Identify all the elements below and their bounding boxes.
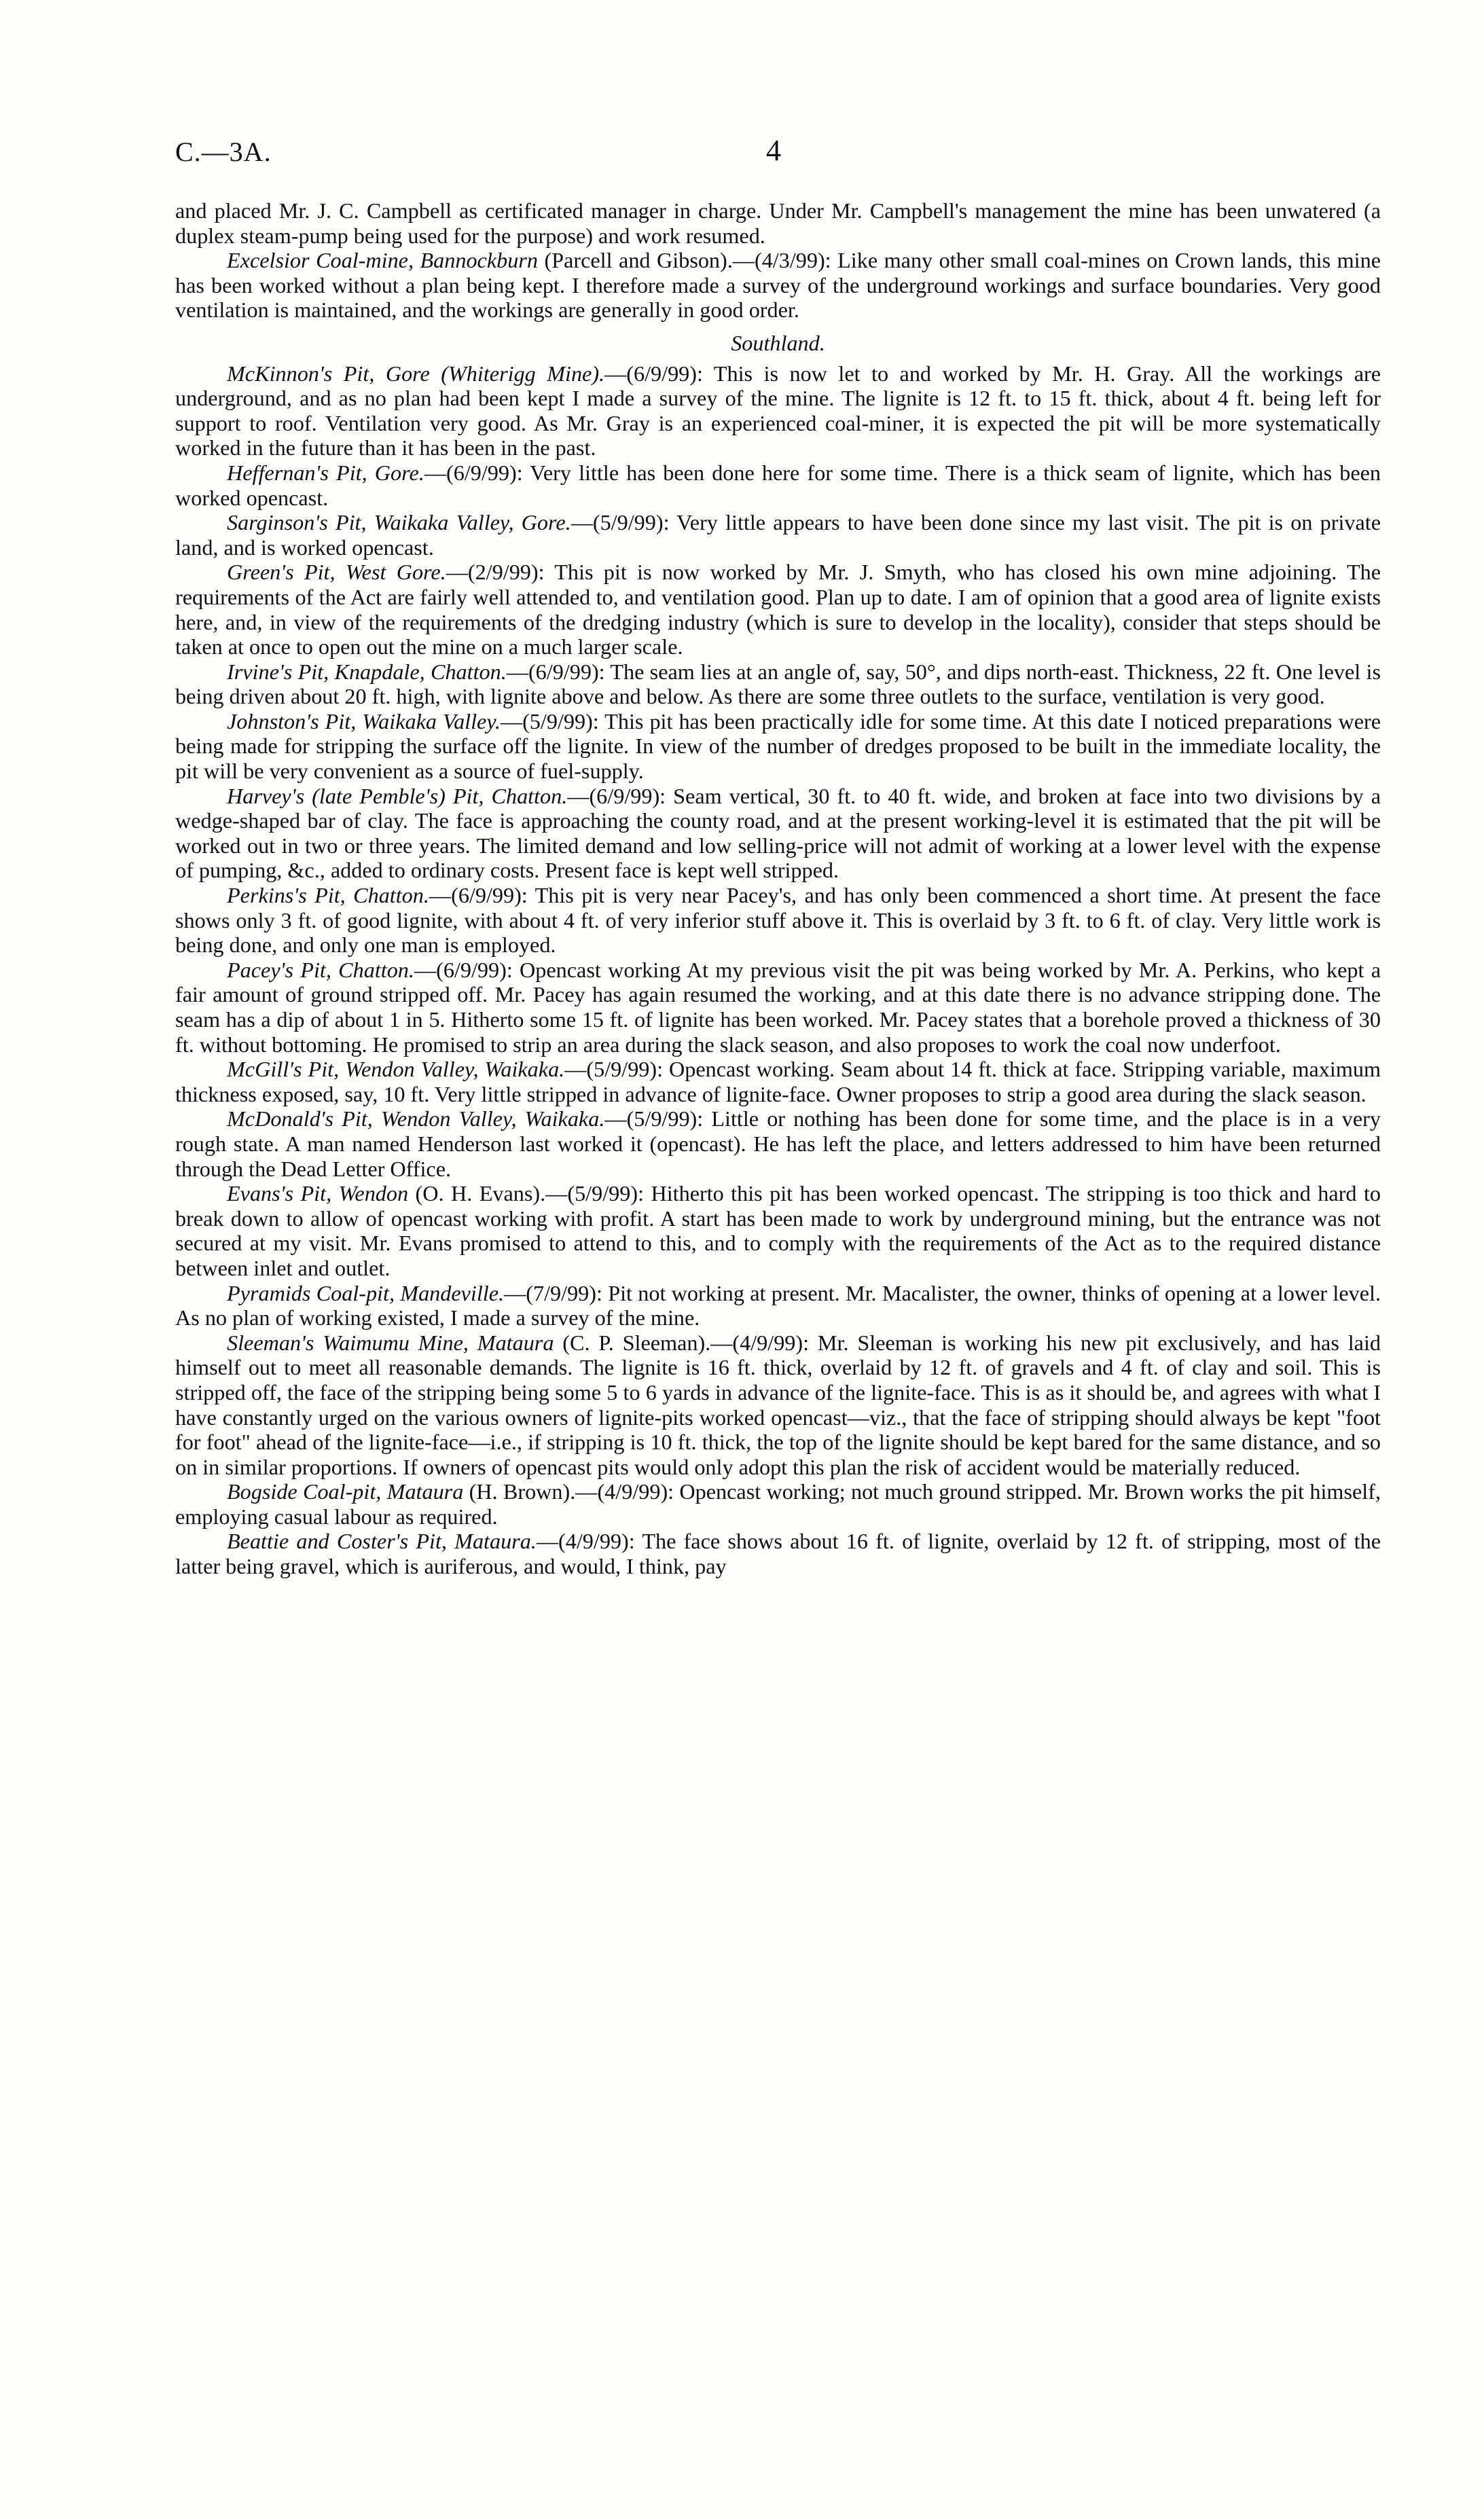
entry-text: —(6/9/99): This is now let to and worked by Mr. H. Gray. All the workings are underground, and as no plan had been kept I made a survey of the mine. The lignite is 12 ft. to 15 ft. thick, about 4 ft. being left for support to roof. Ventilation very good. As Mr. Gray is an experienced coal-miner, it is expected the pit will be more systematically worked in the future than it has been in the past.: [175, 361, 1381, 460]
report-reference: C.—3A.: [175, 137, 272, 167]
paragraph-entry: [175, 958, 1381, 1057]
entry-text: —(4/9/99): The face shows about 16 ft. of lignite, overlaid by 12 ft. of stripping, most of the latter being gravel, which is auriferous, and would, I think, pay: [175, 1529, 1381, 1579]
document-body: [175, 198, 1381, 1579]
paragraph-entry: [175, 361, 1381, 460]
entry-title: Sarginson's Pit, Waikaka Valley, Gore.: [227, 510, 571, 535]
paragraph-entry: [175, 1057, 1381, 1106]
page-number: 4: [766, 134, 781, 167]
entry-title: Bogside Coal-pit, Mataura: [227, 1479, 464, 1504]
paragraph-entry: [175, 709, 1381, 784]
entry-title: Irvine's Pit, Knapdale, Chatton.: [227, 659, 507, 684]
entry-title: Johnston's Pit, Waikaka Valley.: [227, 708, 501, 733]
paragraph-entry: [175, 1281, 1381, 1330]
paragraph-entry: [175, 460, 1381, 510]
entry-text: —(6/9/99): Opencast working At my previous visit the pit was being worked by Mr. A. Perkins, who kept a fair amount of ground stripped off. Mr. Pacey has again resumed the working, and at this date there is no advance stripping done. The seam has a dip of about 1 in 5. Hitherto some 15 ft. of lignite has been worked. Mr. Pacey states that a borehole proved a thickness of 30 ft. without bottoming. He promised to strip an area during the slack season, and also proposes to work the coal now underfoot.: [175, 957, 1381, 1057]
entry-title: Harvey's (late Pemble's) Pit, Chatton.: [227, 783, 568, 808]
entry-title: Excelsior Coal-mine, Bannockburn: [227, 248, 538, 273]
paragraph-entry: [175, 1529, 1381, 1578]
entry-text: (C. P. Sleeman).—(4/9/99): Mr. Sleeman is working his new pit exclusively, and has laid himself out to meet all reasonable demands. The lignite is 16 ft. thick, overlaid by 12 ft. of gravels and 4 ft. of clay and soil. This is stripped off, the face of the stripping being some 5 to 6 yards in advance of the lignite-face. This is as it should be, and agrees with what I have constantly urged on the various owners of lignite-pits worked opencast—viz., that the face of stripping should always be kept "foot for foot" ahead of the lignite-face—i.e., if stripping is 10 ft. thick, the top of the lignite should be kept bared for the same distance, and so on in similar proportions. If owners of opencast pits would only adopt this plan the risk of accident would be materially reduced.: [175, 1330, 1381, 1479]
entry-text: —(6/9/99): This pit is very near Pacey's, and has only been commenced a short time. At present the face shows only 3 ft. of good lignite, with about 4 ft. of very inferior stuff above it. This is overlaid by 3 ft. to 6 ft. of clay. Very little work is being done, and only one man is employed.: [175, 883, 1381, 958]
paragraph-entry: [175, 560, 1381, 659]
page-header: [175, 136, 1384, 177]
entry-title: Evans's Pit, Wendon: [227, 1181, 409, 1206]
entry-title: Perkins's Pit, Chatton.: [227, 883, 429, 908]
entry-text: —(6/9/99): The seam lies at an angle of, say, 50°, and dips north-east. Thickness, 22 ft. One level is being driven about 20 ft. high, with lignite above and below. As there are some three outlets to the surface, ventilation is very good.: [175, 659, 1381, 709]
paragraph-entry: [175, 510, 1381, 560]
entry-text: (H. Brown).—(4/9/99): Opencast working; not much ground stripped. Mr. Brown works the pit himself, employing casual labour as required.: [175, 1479, 1381, 1529]
entry-text: —(5/9/99): This pit has been practically idle for some time. At this date I noticed preparations were being made for stripping the surface off the lignite. In view of the number of dredges proposed to be built in the immediate locality, the pit will be very convenient as a source of fuel-supply.: [175, 708, 1381, 784]
entry-text: (Parcell and Gibson).—(4/3/99): Like many other small coal-mines on Crown lands, this mine has been worked without a plan being kept. I therefore made a survey of the underground workings and surface boundaries. Very good ventilation is maintained, and the workings are generally in good order.: [175, 248, 1381, 323]
paragraph-entry: [175, 784, 1381, 883]
entry-title: Heffernan's Pit, Gore.: [227, 460, 424, 485]
paragraph-entry: [175, 1181, 1381, 1280]
entry-text: —(5/9/99): Little or nothing has been done for some time, and the place is in a very rough state. A man named Henderson last worked it (opencast). He has left the place, and letters addressed to him have been returned through the Dead Letter Office.: [175, 1106, 1381, 1181]
entry-title: Green's Pit, West Gore.: [227, 560, 446, 585]
entry-text: —(5/9/99): Very little appears to have been done since my last visit. The pit is on private land, and is worked opencast.: [175, 510, 1381, 560]
entry-title: Sleeman's Waimumu Mine, Mataura: [227, 1330, 554, 1355]
section-heading: Southland.: [731, 330, 825, 355]
entry-title: McGill's Pit, Wendon Valley, Waikaka.: [227, 1057, 565, 1082]
paragraph-excelsior: [175, 248, 1381, 323]
paragraph-entry: [175, 659, 1381, 709]
entry-title: McDonald's Pit, Wendon Valley, Waikaka.: [227, 1106, 605, 1131]
entry-text: —(6/9/99): Very little has been done here for some time. There is a thick seam of lignite, which has been worked opencast.: [175, 460, 1381, 510]
entry-title: Pacey's Pit, Chatton.: [227, 957, 414, 982]
entry-text: (O. H. Evans).—(5/9/99): Hitherto this pit has been worked opencast. The stripping is too thick and hard to break down to allow of opencast working with profit. A start has been made to work by underground mining, but the entrance was not secured at my visit. Mr. Evans promised to attend to this, and to comply with the requirements of the Act as to the required distance between inlet and outlet.: [175, 1181, 1381, 1280]
entry-text: —(7/9/99): Pit not working at present. Mr. Macalister, the owner, thinks of opening at a lower level. As no plan of working existed, I made a survey of the mine.: [175, 1280, 1381, 1330]
paragraph-entry: [175, 1479, 1381, 1529]
entry-text: —(5/9/99): Opencast working. Seam about 14 ft. thick at face. Stripping variable, maximum thickness exposed, say, 10 ft. Very little stripped in advance of lignite-face. Owner proposes to strip a good area during the slack season.: [175, 1057, 1381, 1106]
entry-text: —(6/9/99): Seam vertical, 30 ft. to 40 ft. wide, and broken at face into two divisions by a wedge-shaped bar of clay. The face is approaching the county road, and at the present working-level it is estimated that the pit will be worked out in two or three years. The limited demand and low selling-price will not admit of working at a lower level with the expense of pumping, &c., added to ordinary costs. Present face is kept well stripped.: [175, 783, 1381, 883]
entry-title: Beattie and Coster's Pit, Mataura.: [227, 1529, 537, 1554]
continued-paragraph: and placed Mr. J. C. Campbell as certificated manager in charge. Under Mr. Campbell's management the mine has been unwatered (a duplex steam-pump being used for the purpose) and work resumed.: [175, 198, 1381, 248]
paragraph-entry: [175, 883, 1381, 958]
entry-text: —(2/9/99): This pit is now worked by Mr. J. Smyth, who has closed his own mine adjoining. The requirements of the Act are fairly well attended to, and ventilation good. Plan up to date. I am of opinion that a good area of lignite exists here, and, in view of the requirements of the dredging industry (which is sure to develop in the locality), consider that steps should be taken at once to open out the mine on a much larger scale.: [175, 560, 1381, 659]
entry-title: Pyramids Coal-pit, Mandeville.: [227, 1280, 505, 1305]
entry-title: McKinnon's Pit, Gore (Whiterigg Mine).: [227, 361, 605, 386]
paragraph-entry: [175, 1330, 1381, 1480]
paragraph-entry: [175, 1106, 1381, 1181]
